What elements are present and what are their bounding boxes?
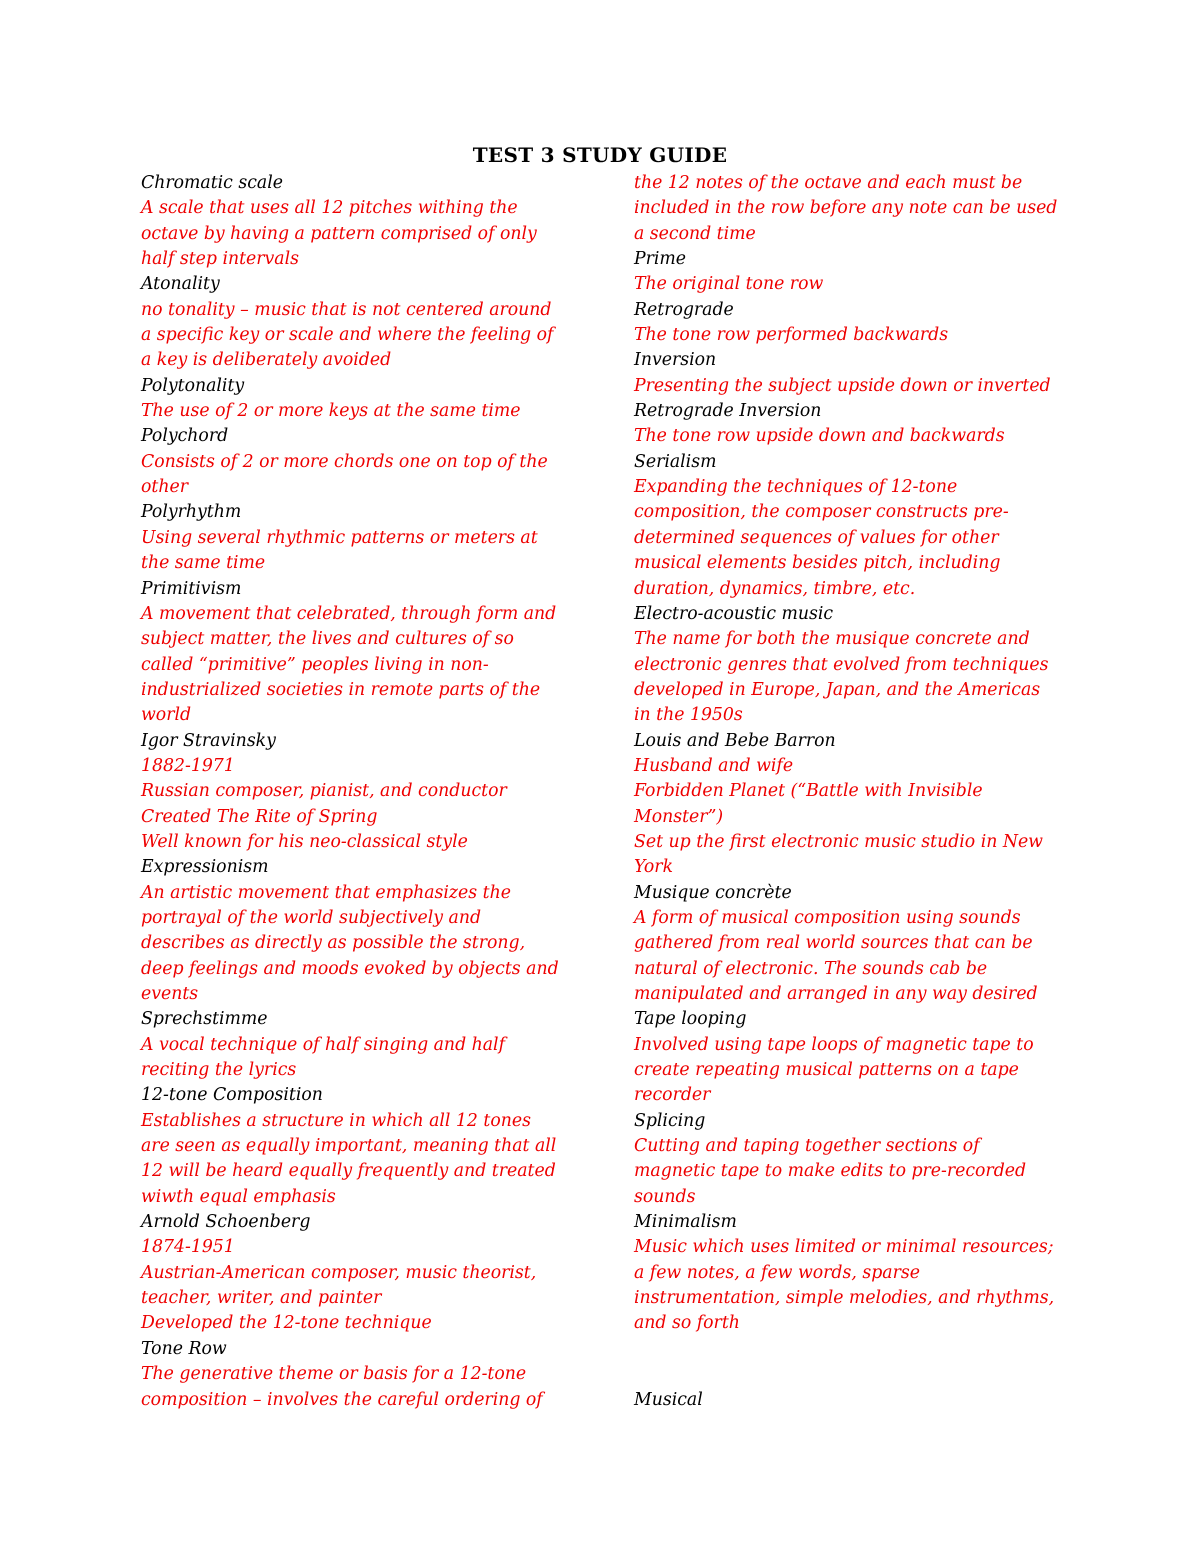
definition-line: in the 1950s (634, 705, 743, 726)
definition-line: The generative theme or basis for a 12-tone (141, 1364, 527, 1385)
term-heading: Chromatic scale (141, 173, 283, 193)
term-heading: Inversion (634, 350, 717, 371)
definition-line: electronic genres that evolved from techniques (634, 654, 1049, 675)
term-heading: Electro-acoustic music (634, 603, 834, 624)
definition-line: Monster”) (634, 806, 724, 827)
term-heading: Louis and Bebe Barron (634, 730, 836, 751)
definition-line: the same time (141, 553, 266, 574)
term-heading: Minimalism (634, 1212, 737, 1233)
definition-line: 12 will be heard equally frequently and treated (141, 1161, 556, 1182)
definition-line: a second time (634, 223, 756, 244)
definition-line: 1874-1951 (141, 1237, 235, 1258)
definition-line: The original tone row (634, 274, 824, 295)
term-heading: Igor Stravinsky (141, 730, 276, 751)
term-heading: Retrograde (634, 299, 734, 320)
definition-line: subject matter, the lives and cultures of so (141, 629, 514, 650)
definition-line: The name for both the musique concrete and (634, 629, 1030, 650)
definition-line: composition – involves the careful ordering of (141, 1389, 543, 1410)
definition-line: composition, the composer constructs pre- (634, 502, 1009, 523)
definition-line: The use of 2 or more keys at the same time (141, 401, 521, 422)
definition-line: recorder (634, 1085, 711, 1106)
term-heading: Musical (634, 1389, 703, 1410)
definition-line: manipulated and arranged in any way desired (634, 984, 1038, 1004)
term-heading: Tone Row (141, 1338, 227, 1359)
definition-line: a key is deliberately avoided (141, 350, 392, 371)
term-heading: Prime (634, 249, 687, 270)
definition-line: A scale that uses all 12 pitches withing the (141, 198, 518, 219)
definition-line: create repeating musical patterns on a tape (634, 1060, 1019, 1081)
definition-line: Developed the 12-tone technique (141, 1313, 432, 1334)
definition-line: Husband and wife (634, 755, 794, 776)
definition-line: describes as directly as possible the strong, (141, 933, 526, 954)
term-heading: Arnold Schoenberg (141, 1212, 311, 1233)
spacer (634, 1337, 1074, 1388)
definition-line: wiwth equal emphasis (141, 1186, 336, 1207)
definition-line: Created The Rite of Spring (141, 806, 378, 827)
definition-line: gathered from real world sources that can be (634, 933, 1033, 954)
definition-line: reciting the lyrics (141, 1060, 297, 1081)
definition-line: Set up the first electronic music studio in New (634, 831, 1043, 852)
definition-line: octave by having a pattern comprised of only (141, 223, 537, 244)
term-heading: Polytonality (141, 375, 245, 396)
definition-line: Austrian-American composer, music theorist, (141, 1262, 537, 1283)
term-heading: Tape looping (634, 1009, 747, 1030)
term-heading: 12-tone Composition (141, 1085, 323, 1106)
term-heading: Serialism (634, 451, 717, 472)
definition-line: a few notes, a few words, sparse (634, 1262, 920, 1283)
definition-line: Cutting and taping together sections of (634, 1136, 980, 1157)
definition-line: instrumentation, simple melodies, and rhythms, (634, 1288, 1055, 1309)
definition-line: a specific key or scale and where the feeling of (141, 325, 554, 346)
definition-line: The tone row performed backwards (634, 325, 949, 346)
definition-line: Consists of 2 or more chords one on top of the (141, 451, 548, 472)
definition-line: events (141, 984, 199, 1004)
definition-line: no tonality – music that is not centered around (141, 299, 552, 320)
term-heading: Polychord (141, 426, 229, 447)
term-heading: Polyrhythm (141, 502, 242, 523)
term-heading: Musique concrète (634, 882, 792, 903)
definition-line: half step intervals (141, 249, 299, 270)
definition-line: A vocal technique of half singing and half (141, 1034, 505, 1055)
definition-line: magnetic tape to make edits to pre-recorded (634, 1161, 1027, 1182)
definition-line: Forbidden Planet (“Battle with Invisible (634, 781, 983, 802)
term-heading: Atonality (141, 274, 220, 295)
definition-line: duration, dynamics, timbre, etc. (634, 578, 916, 599)
definition-line: Involved using tape loops of magnetic tape to (634, 1034, 1034, 1055)
definition-line: industrialized societies in remote parts of the (141, 679, 541, 700)
definition-line: developed in Europe, Japan, and the Americas (634, 679, 1041, 700)
definition-line: A form of musical composition using sounds (634, 907, 1021, 928)
definition-line: York (634, 857, 674, 878)
definition-line: sounds (634, 1186, 696, 1207)
definition-line: and so forth (634, 1313, 740, 1334)
definition-line: The tone row upside down and backwards (634, 426, 1005, 447)
definition-line: are seen as equally important, meaning that all (141, 1136, 557, 1157)
definition-line: Well known for his neo-classical style (141, 831, 468, 852)
definition-line: natural of electronic. The sounds cab be (634, 958, 988, 979)
definition-line: deep feelings and moods evoked by objects and (141, 958, 559, 979)
definition-line: Russian composer, pianist, and conductor (141, 781, 507, 802)
definition-line: An artistic movement that emphasizes the (141, 882, 511, 903)
definition-line: called “primitive” peoples living in non- (141, 654, 489, 675)
term-heading: Primitivism (141, 578, 242, 599)
definition-line: included in the row before any note can be used (634, 198, 1058, 219)
definition-line: other (141, 477, 188, 498)
term-heading: Sprechstimme (141, 1009, 268, 1030)
left-column (141, 171, 581, 1413)
definition-line: Using several rhythmic patterns or meters at (141, 527, 538, 548)
right-column (634, 171, 1074, 1413)
definition-line: portrayal of the world subjectively and (141, 907, 482, 928)
term-heading: Splicing (634, 1110, 706, 1131)
definition-line: the 12 notes of the octave and each must be (634, 173, 1023, 193)
definition-line: Establishes a structure in which all 12 tones (141, 1110, 531, 1131)
term-heading: Expressionism (141, 857, 269, 878)
definition-line: musical elements besides pitch, including (634, 553, 1001, 574)
definition-line: Presenting the subject upside down or inverted (634, 375, 1051, 396)
definition-line: determined sequences of values for other (634, 527, 999, 548)
page-title: TEST 3 STUDY GUIDE (472, 143, 728, 167)
definition-line: teacher, writer, and painter (141, 1288, 382, 1309)
definition-line: Expanding the techniques of 12-tone (634, 477, 958, 498)
definition-line: world (141, 705, 192, 726)
definition-line: A movement that celebrated, through form and (141, 603, 557, 624)
definition-line: 1882-1971 (141, 755, 235, 776)
definition-line: Music which uses limited or minimal resources; (634, 1237, 1054, 1258)
term-heading: Retrograde Inversion (634, 401, 822, 422)
